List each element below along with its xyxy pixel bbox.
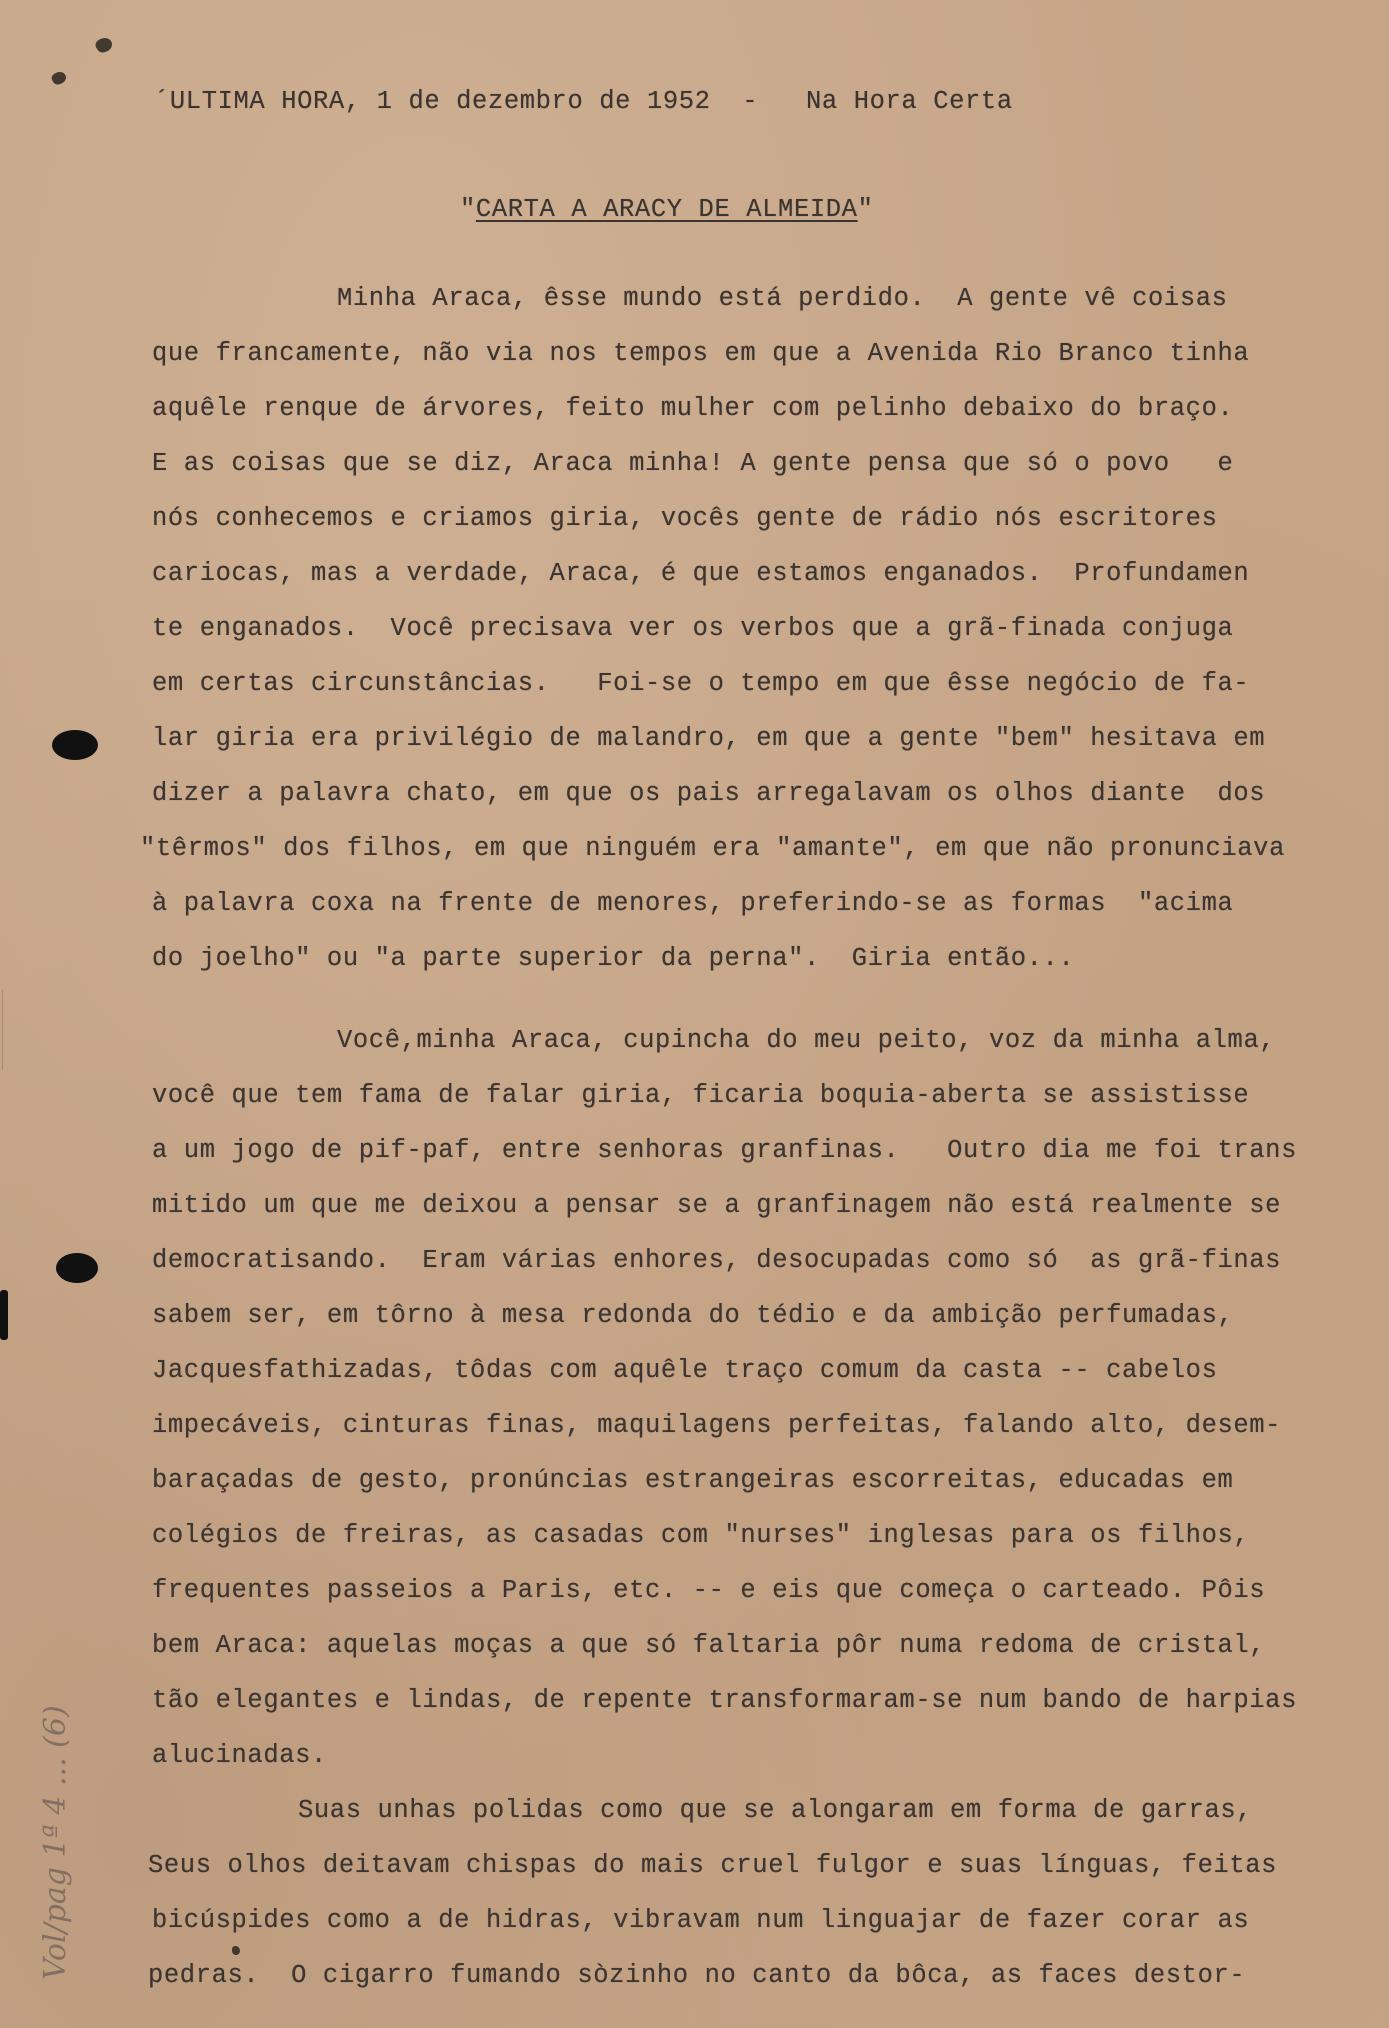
text-line: Seus olhos deitavam chispas do mais cruel fulgor e suas línguas, feitas bbox=[148, 1851, 1278, 1880]
text-line: dizer a palavra chato, em que os pais arregalavam os olhos diante dos bbox=[152, 779, 1266, 808]
document-header: ´ULTIMA HORA, 1 de dezembro de 1952 - Na Hora Certa bbox=[154, 87, 1013, 116]
ink-dot bbox=[232, 1946, 240, 1955]
text-line: te enganados. Você precisava ver os verbos que a grã-finada conjuga bbox=[152, 614, 1234, 643]
text-line: tão elegantes e lindas, de repente transformaram-se num bando de harpias bbox=[152, 1686, 1297, 1715]
title-quote-open: " bbox=[460, 195, 476, 224]
document-title bbox=[460, 195, 873, 225]
text-line: a um jogo de pif-paf, entre senhoras granfinas. Outro dia me foi trans bbox=[152, 1136, 1297, 1165]
text-line: bicúspides como a de hidras, vibravam num linguajar de fazer corar as bbox=[152, 1906, 1250, 1935]
text-line: Você,minha Araca, cupincha do meu peito, voz da minha alma, bbox=[337, 1026, 1276, 1055]
ink-smudge bbox=[50, 69, 68, 86]
text-line: democratisando. Eram várias enhores, desocupadas como só as grã-finas bbox=[152, 1246, 1282, 1275]
text-line: que francamente, não via nos tempos em que a Avenida Rio Branco tinha bbox=[152, 339, 1250, 368]
text-line: bem Araca: aquelas moças a que só faltaria pôr numa redoma de cristal, bbox=[152, 1631, 1266, 1660]
text-line: em certas circunstâncias. Foi-se o tempo em que êsse negócio de fa- bbox=[152, 669, 1250, 698]
text-line: você que tem fama de falar giria, ficaria boquia-aberta se assistisse bbox=[152, 1081, 1250, 1110]
text-line: impecáveis, cinturas finas, maquilagens perfeitas, falando alto, desem- bbox=[152, 1411, 1282, 1440]
text-line: Suas unhas polidas como que se alongaram em forma de garras, bbox=[298, 1796, 1253, 1825]
text-line: lar giria era privilégio de malandro, em que a gente "bem" hesitava em bbox=[152, 724, 1266, 753]
text-line: Jacquesfathizadas, tôdas com aquêle traço comum da casta -- cabelos bbox=[152, 1356, 1218, 1385]
text-line: cariocas, mas a verdade, Araca, é que estamos enganados. Profundamen bbox=[152, 559, 1250, 588]
pencil-margin-note: Vol/pag 1ª 4 ... (6) bbox=[38, 1705, 73, 1980]
text-line: alucinadas. bbox=[152, 1741, 327, 1770]
text-line: frequentes passeios a Paris, etc. -- e eis que começa o carteado. Pôis bbox=[152, 1576, 1266, 1605]
text-line: E as coisas que se diz, Araca minha! A gente pensa que só o povo e bbox=[152, 449, 1234, 478]
text-line: mitido um que me deixou a pensar se a granfinagem não está realmente se bbox=[152, 1191, 1282, 1220]
text-line: baraçadas de gesto, pronúncias estrangeiras escorreitas, educadas em bbox=[152, 1466, 1234, 1495]
text-line: aquêle renque de árvores, feito mulher com pelinho debaixo do braço. bbox=[152, 394, 1234, 423]
text-line: pedras. O cigarro fumando sòzinho no canto da bôca, as faces destor- bbox=[148, 1961, 1246, 1990]
text-line: sabem ser, em tôrno à mesa redonda do tédio e da ambição perfumadas, bbox=[152, 1301, 1234, 1330]
title-text: CARTA A ARACY DE ALMEIDA bbox=[475, 195, 858, 224]
text-line: colégios de freiras, as casadas com "nurses" inglesas para os filhos, bbox=[152, 1521, 1250, 1550]
text-line: nós conhecemos e criamos giria, vocês gente de rádio nós escritores bbox=[152, 504, 1218, 533]
text-line: à palavra coxa na frente de menores, preferindo-se as formas "acima bbox=[152, 889, 1234, 918]
ink-blot bbox=[0, 1290, 8, 1340]
ink-blot bbox=[52, 730, 98, 760]
title-quote-close: " bbox=[857, 195, 874, 224]
text-line: Minha Araca, êsse mundo está perdido. A gente vê coisas bbox=[337, 284, 1228, 313]
ink-blot bbox=[56, 1253, 98, 1283]
text-line: do joelho" ou "a parte superior da perna". Giria então... bbox=[152, 944, 1075, 973]
paper-edge bbox=[2, 990, 3, 1070]
text-line: "têrmos" dos filhos, em que ninguém era "amante", em que não pronunciava bbox=[140, 834, 1285, 863]
ink-smudge bbox=[94, 35, 115, 55]
